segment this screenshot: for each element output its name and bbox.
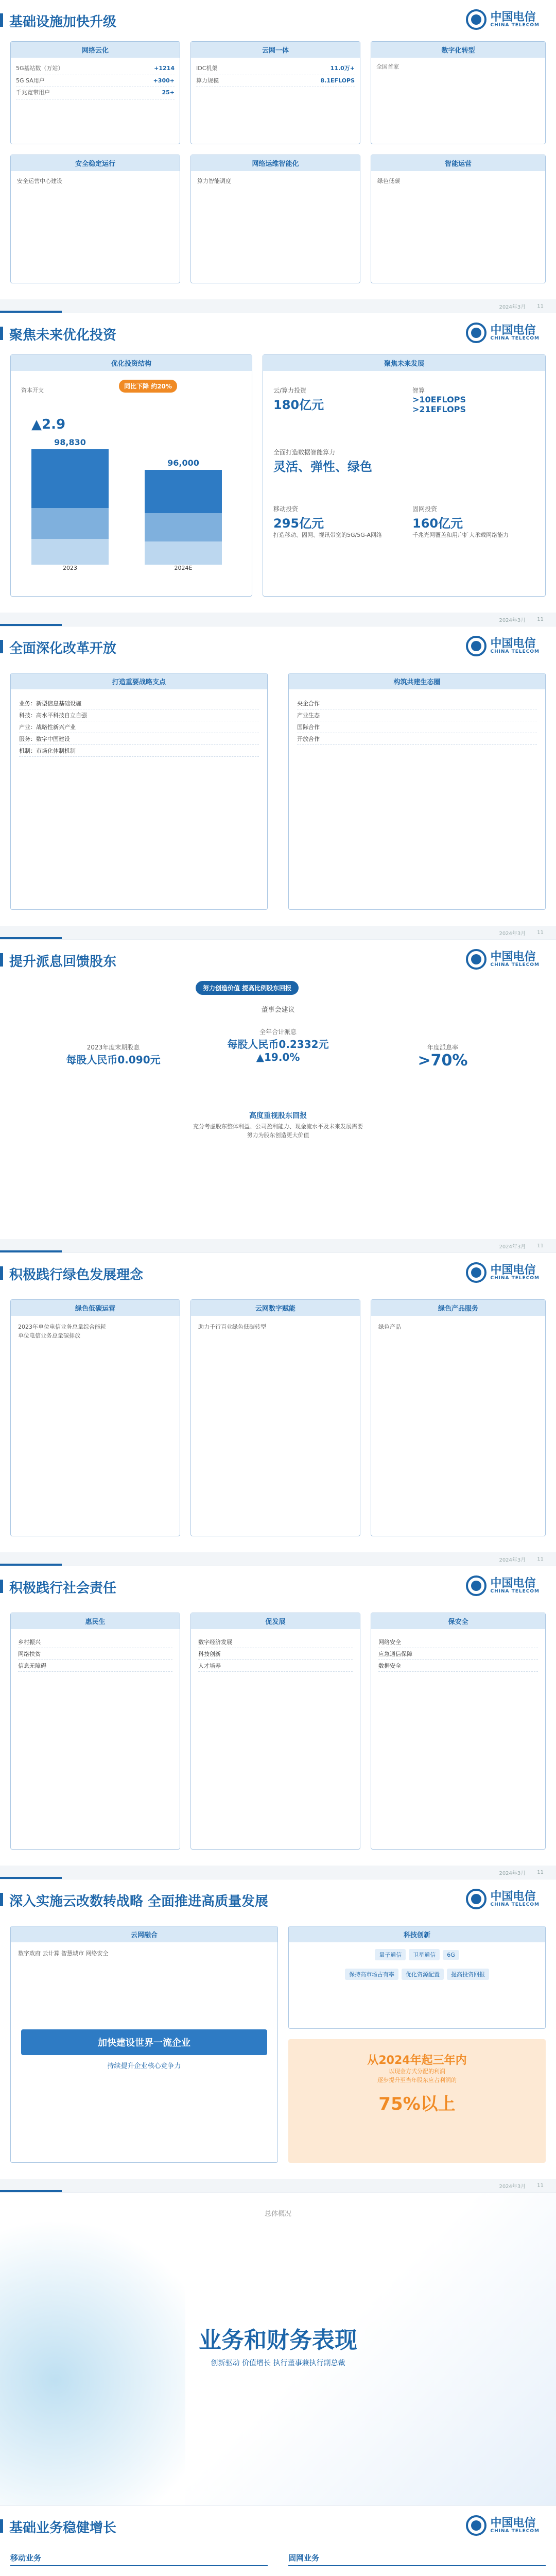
slide-title: 积极践行绿色发展理念: [9, 1264, 143, 1283]
kpi-cloud: [273, 386, 324, 413]
green-col-1: [10, 1299, 180, 1536]
note-line: 努力为股东创造更大价值: [247, 1131, 309, 1139]
list-item: 服务：数字中国建设: [19, 733, 259, 745]
slide-title: 基础设施加快升级: [9, 11, 116, 30]
decline-badge: [119, 380, 177, 393]
tag: 量子通信: [375, 1949, 406, 1960]
kpi-data: [273, 448, 372, 474]
reform-left: [10, 673, 268, 910]
footer-date: 2024年3月: [499, 1870, 526, 1876]
china-telecom-logo: [466, 9, 540, 30]
slide-footer: [0, 926, 556, 939]
footer-page: 11: [537, 1869, 544, 1875]
logo-mark-icon: [466, 1889, 486, 1909]
china-telecom-logo: [466, 323, 540, 343]
decline-value: 约20%: [151, 383, 172, 390]
section-header: 固网业务: [288, 2552, 546, 2566]
kpi-label: 2023年度末期股息: [86, 1044, 140, 1051]
capex-panel: [10, 354, 252, 597]
list-item: 产业：战略性新兴产业: [19, 721, 259, 733]
kpi-value: 每股人民币0.090元: [66, 1054, 161, 1066]
slide-reform: [0, 626, 556, 939]
panel-header: 聚焦未来发展: [263, 355, 545, 371]
logo-en: CHINA TELECOM: [490, 1902, 540, 1907]
logo-en: CHINA TELECOM: [490, 1589, 540, 1594]
list-item: 数字经济发展: [198, 1636, 353, 1648]
logo-cn: 中国电信: [490, 10, 536, 24]
logo-cn: 中国电信: [490, 324, 536, 337]
kpi-label: 云/算力投资: [273, 387, 307, 394]
slide-title: 聚焦未来优化投资: [9, 325, 116, 344]
footer-page: 11: [537, 929, 544, 936]
col-header: 云网数字赋能: [191, 1300, 360, 1316]
bar-year: 2023: [63, 565, 77, 571]
item-text: 算力智能调度: [197, 178, 231, 184]
kpi-value: 295亿元: [273, 516, 324, 531]
logo-mark-icon: [466, 636, 486, 656]
logo-cn: 中国电信: [490, 1890, 536, 1903]
metric-value: 11.0万+: [330, 65, 355, 72]
slide-dividend: [0, 940, 556, 1252]
slide-title: 提升派息回馈股东: [9, 951, 116, 970]
item-text: 绿色产品: [378, 1324, 401, 1330]
kpi-value: 每股人民币0.2332元: [227, 1038, 329, 1050]
logo-cn: 中国电信: [490, 1263, 536, 1277]
kpi-label: 固网投资: [412, 505, 438, 513]
commitment-title: 从2024年起三年内: [367, 2054, 467, 2067]
strategy-banner: 加快建设世界一流企业: [21, 2029, 267, 2055]
slide-investment: [0, 313, 556, 626]
payout-ratio: [376, 1043, 510, 1070]
slide-infrastructure: [0, 0, 556, 313]
logo-cn: 中国电信: [490, 2516, 536, 2530]
bar-year: 2024E: [174, 565, 193, 571]
list-item: 人才培养: [198, 1660, 353, 1672]
kpi-value: 180亿元: [273, 398, 324, 412]
infra-bottom-3: [371, 155, 546, 283]
slide-title: 深入实施云改数转战略 全面推进高质量发展: [9, 1891, 268, 1910]
capex-label: 资本开支: [21, 387, 44, 394]
note-line: 高度重视股东回报: [249, 1112, 307, 1120]
list-item: 信息无障碍: [18, 1660, 172, 1672]
green-col-3: [371, 1299, 546, 1536]
slide-footer: [0, 1552, 556, 1566]
infra-col-3: [371, 41, 546, 144]
infra-bottom-1: [10, 155, 180, 283]
metric-label: 全国首家: [376, 63, 399, 70]
slide-footer: [0, 1866, 556, 1879]
growth-number: 19.0%: [264, 1051, 300, 1063]
logo-cn: 中国电信: [490, 1577, 536, 1590]
footer-date: 2024年3月: [499, 930, 526, 937]
kpi-label: 智算: [412, 387, 425, 394]
footer-date: 2024年3月: [499, 2183, 526, 2190]
infra-col-1: [10, 41, 180, 144]
china-telecom-logo: [466, 2515, 540, 2536]
tag: 保持高市场占有率: [345, 1969, 398, 1980]
logo-en: CHINA TELECOM: [490, 1276, 540, 1281]
bar-value: 98,830: [54, 437, 86, 447]
strategy-right: [288, 1926, 546, 2029]
list-item: 应急通信保障: [378, 1648, 538, 1660]
bar-value: 96,000: [167, 458, 199, 468]
final-dividend: [46, 1043, 180, 1066]
footer-page: 11: [537, 303, 544, 309]
list-item: 数据安全: [378, 1660, 538, 1672]
list-item: 央企合作: [297, 698, 537, 709]
green-col-2: [190, 1299, 360, 1536]
growth-number: 2.9: [42, 417, 66, 432]
metric-value: +1214: [154, 65, 175, 72]
section-sub: 创新驱动 价值增长 执行董事兼执行副总裁: [211, 2359, 345, 2367]
footer-date: 2024年3月: [499, 304, 526, 310]
infra-col-2: [190, 41, 360, 144]
metric-label: IDC机架: [196, 65, 218, 72]
logo-en: CHINA TELECOM: [490, 2529, 540, 2534]
logo-cn: 中国电信: [490, 950, 536, 963]
commitment-line: 逐步提升至当年股东应占利润的: [377, 2076, 457, 2083]
col-header: 促发展: [191, 1613, 360, 1629]
panel-header: 构筑共建生态圈: [289, 673, 545, 689]
dividend-commitment: [288, 2039, 546, 2163]
china-telecom-logo: [466, 949, 540, 970]
slide-title: 基础业务稳健增长: [9, 2517, 116, 2536]
list-item: 机制：市场化体制机制: [19, 745, 259, 757]
kpi-desc: 千兆光网覆盖和用户扩大承载网络能力: [412, 532, 509, 538]
china-telecom-logo: [466, 636, 540, 656]
reform-right: [288, 673, 546, 910]
bar-2023: [31, 437, 109, 571]
metric-value: 25+: [162, 89, 175, 96]
china-telecom-logo: [466, 1262, 540, 1283]
item-text: 单位电信业务总量碳排放: [18, 1332, 80, 1339]
social-col-3: [371, 1613, 546, 1850]
list-item: 科技：高水平科技自立自强: [19, 709, 259, 721]
list-item: 科技创新: [198, 1648, 353, 1660]
dividend-sub: 董事会建议: [261, 1006, 295, 1014]
slide-footer: [0, 613, 556, 626]
logo-en: CHINA TELECOM: [490, 23, 540, 28]
col-header: 绿色产品服务: [371, 1300, 545, 1316]
infra-bottom-2: [190, 155, 360, 283]
logo-mark-icon: [466, 1262, 486, 1283]
section-header: 移动业务: [10, 2552, 268, 2566]
col-header: 网络运维智能化: [191, 155, 360, 171]
logo-en: CHINA TELECOM: [490, 962, 540, 968]
item-text: 2023年单位电信业务总量综合能耗: [18, 1324, 106, 1330]
growth-value: ▲2.9: [31, 417, 66, 432]
tag: 卫星通信: [409, 1949, 440, 1960]
panel-header: 优化投资结构: [11, 355, 252, 371]
list-item: 业务：新型信息基础设施: [19, 698, 259, 709]
kpi-desc: 打造移动、固网、视讯带宽的5G/5G-A网络: [273, 532, 383, 538]
list-item: 产业生态: [297, 709, 537, 721]
slide-footer: [0, 1239, 556, 1252]
col-header: 安全稳定运行: [11, 155, 180, 171]
footer-date: 2024年3月: [499, 1244, 526, 1250]
metric-value: +300+: [153, 77, 175, 84]
item-text: 数字政府 云计算 智慧城市 网络安全: [18, 1950, 109, 1957]
footer-page: 11: [537, 1556, 544, 1562]
list-item: 网络安全: [378, 1636, 538, 1648]
metric-value: 8.1EFLOPS: [320, 77, 355, 84]
logo-mark-icon: [466, 323, 486, 343]
slide-social: [0, 1566, 556, 1879]
total-dividend: [206, 1027, 350, 1063]
col-header: 数字化转型: [371, 42, 545, 58]
logo-en: CHINA TELECOM: [490, 336, 540, 341]
kpi-label: 全年合计派息: [259, 1028, 297, 1036]
logo-mark-icon: [466, 949, 486, 970]
strategy-left: [10, 1926, 278, 2163]
col-header: 绿色低碳运营: [11, 1300, 180, 1316]
list-item: 网络扶贫: [18, 1648, 172, 1660]
footer-page: 11: [537, 616, 544, 622]
kpi-value: 灵活、弹性、绿色: [273, 460, 372, 474]
tag: 优化资源配置: [402, 1969, 444, 1980]
decline-label: 同比下降: [124, 383, 149, 390]
metric-label: 5G基站数（万站）: [16, 65, 64, 72]
item-text: 安全运营中心建设: [17, 178, 62, 184]
kpi-label: 年度派息率: [427, 1044, 458, 1051]
logo-mark-icon: [466, 2515, 486, 2536]
strategy-sub: 持续提升企业核心竞争力: [107, 2062, 181, 2070]
dividend-notes: [0, 1110, 556, 1140]
col-header: 保安全: [371, 1613, 545, 1629]
kpi-mobile: [273, 504, 397, 540]
commitment-value: 75%以上: [378, 2094, 456, 2114]
kpi-label: 全面打造数据智能算力: [273, 449, 336, 456]
kpi-growth: ▲19.0%: [256, 1051, 300, 1063]
logo-mark-icon: [466, 9, 486, 30]
slide-section: [0, 2193, 556, 2505]
commitment-line: 以现金方式分配的利润: [389, 2068, 445, 2075]
list-item: 国际合作: [297, 721, 537, 733]
panel-header: 打造重要战略支点: [11, 673, 267, 689]
kpi-ai: [412, 386, 466, 414]
logo-mark-icon: [466, 1575, 486, 1596]
slide-green: [0, 1253, 556, 1566]
footer-page: 11: [537, 1243, 544, 1249]
item-text: 助力千行百业绿色低碳转型: [198, 1324, 266, 1330]
col-header: 网络云化: [11, 42, 180, 58]
china-telecom-logo: [466, 1889, 540, 1909]
tag: 6G: [443, 1950, 459, 1960]
kpi-label: 移动投资: [273, 505, 299, 513]
dividend-banner: 努力创造价值 提高比例股东回报: [196, 981, 299, 995]
bar-2024: [145, 458, 222, 571]
footer-page: 11: [537, 2182, 544, 2189]
metric-label: 千兆宽带用户: [16, 89, 50, 96]
list-item: 乡村振兴: [18, 1636, 172, 1648]
kpi-value: >10EFLOPS: [412, 395, 466, 404]
tag: 提高投资回报: [447, 1969, 489, 1980]
kpi-value-2: >21EFLOPS: [412, 404, 466, 414]
panel-header: 云网融合: [11, 1926, 277, 1942]
kpi-fixed: [412, 504, 536, 540]
social-col-1: [10, 1613, 180, 1850]
kpi-value: 160亿元: [412, 516, 463, 531]
col-header: 智能运营: [371, 155, 545, 171]
logo-en: CHINA TELECOM: [490, 649, 540, 654]
col-header: 云网一体: [191, 42, 360, 58]
panel-header: 科技创新: [289, 1926, 545, 1942]
slide-title: 全面深化改革开放: [9, 638, 116, 657]
kpi-value: >70%: [418, 1052, 468, 1070]
footer-date: 2024年3月: [499, 617, 526, 623]
list-item: 开放合作: [297, 733, 537, 745]
metric-label: 5G SA用户: [16, 77, 45, 84]
social-col-2: [190, 1613, 360, 1850]
slide-strategy: [0, 1879, 556, 2192]
footer-date: 2024年3月: [499, 1557, 526, 1563]
logo-cn: 中国电信: [490, 637, 536, 650]
note-line: 充分考虑股东整体利益、公司盈利能力、现金流水平及未来发展需要: [193, 1123, 363, 1130]
china-telecom-logo: [466, 1575, 540, 1596]
section-title: 业务和财务表现: [199, 2327, 357, 2353]
item-text: 绿色低碳: [377, 178, 400, 184]
slide-title: 积极践行社会责任: [9, 1578, 116, 1597]
slide-basic-biz: [0, 2506, 556, 2576]
section-label: 总体概况: [264, 2210, 291, 2218]
metric-label: 算力规模: [196, 77, 219, 84]
future-panel: [263, 354, 546, 597]
slide-footer: [0, 299, 556, 313]
col-header: 惠民生: [11, 1613, 180, 1629]
slide-footer: [0, 2179, 556, 2192]
